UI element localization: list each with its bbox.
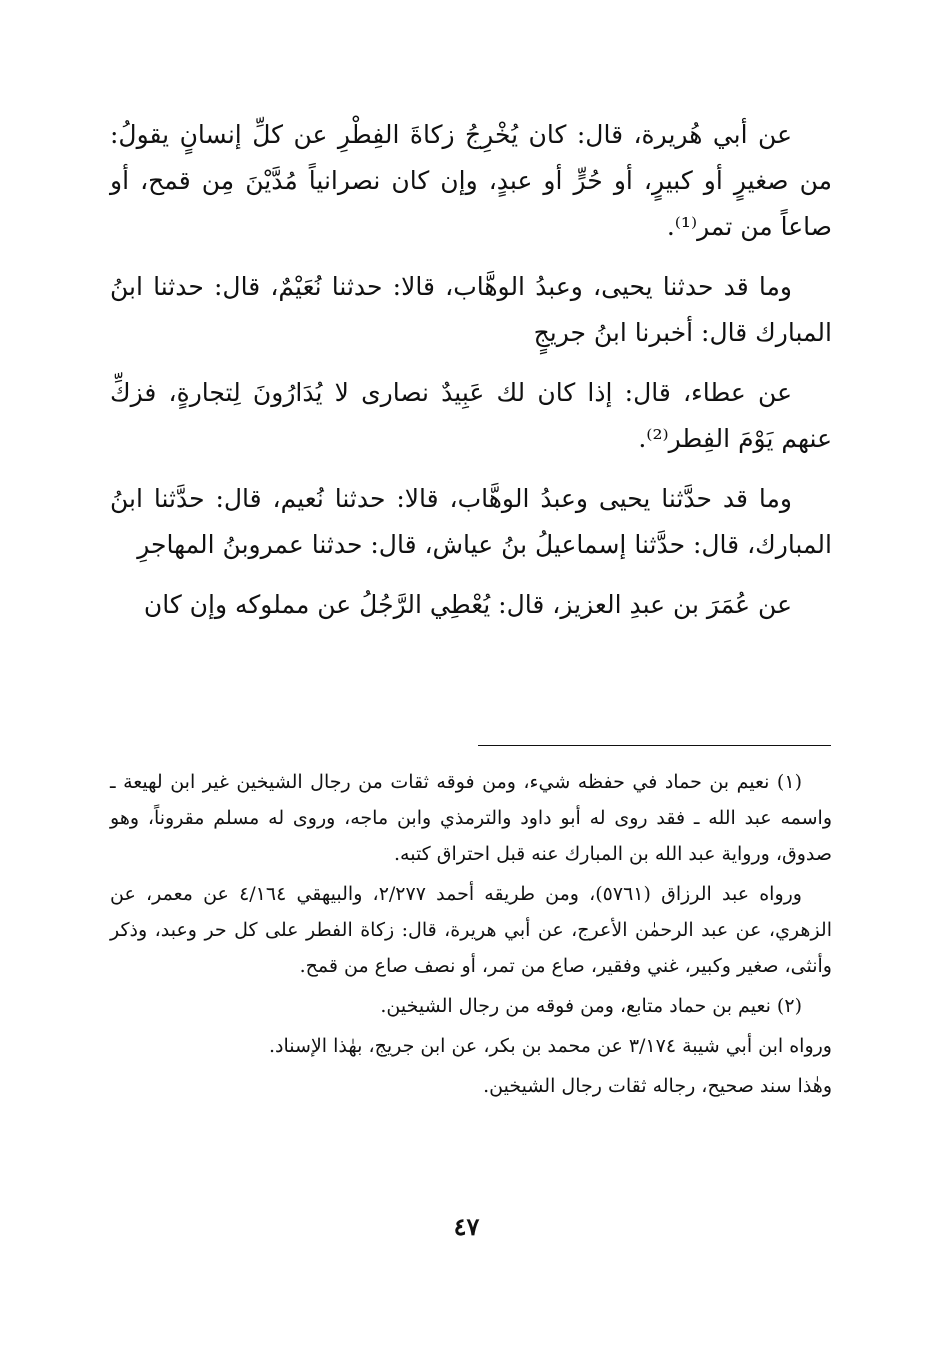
main-paragraph-4: وما قد حدَّثنا يحيى وعبدُ الوهَّاب، قالا: حدثنا نُعيم، قال: حدَّثنا ابنُ المبارك، قال: حدَّثنا إسماعيلُ بنُ عياش، قال: حدثنا عمروبنُ المهاجرِ [110, 484, 832, 559]
footnote-2-source: ورواه ابن أبي شيبة ٣/١٧٤ عن محمد بن بكر، عن ابن جريج، بهٰذا الإسناد. [269, 1035, 832, 1057]
main-paragraph-2: وما قد حدثنا يحيى، وعبدُ الوهَّاب، قالا: حدثنا نُعَيْمٌ، قال: حدثنا ابنُ المبارك قال: أخبرنا ابنُ جريجٍ [110, 272, 832, 347]
main-paragraph-1: عن أبي هُريرة، قال: كان يُخْرِجُ زكاةَ الفِطْرِ عن كلِّ إنسانٍ يقولُ: من صغيرٍ أو كبيرٍ، أو حُرٍّ أو عبدٍ، وإن كان نصرانياً مُدَّيْنَ مِن قمح، أو صاعاً من تمر⁽¹⁾. [110, 120, 832, 241]
footnote-2: (٢) نعيم بن حماد متابع، ومن فوقه من رجال الشيخين. [380, 995, 802, 1017]
footnote-1-continuation: ورواه عبد الرزاق (٥٧٦١)، ومن طريقه أحمد ٢/٢٧٧، والبيهقي ٤/١٦٤ عن معمر، عن الزهري، عن عبد الرحمٰن الأعرج، عن أبي هريرة، قال: زكاة الفطر على كل حر وعبد، وذكر وأنثى، صغير وكبير، غني وفقير، صاع من تمر، أو نصف صاع من قمح. [110, 883, 832, 977]
main-paragraph-5: عن عُمَرَ بن عبدِ العزيز، قال: يُعْطِي الرَّجُلُ عن مملوكه وإن كان [143, 590, 792, 619]
main-paragraph-3: عن عطاء، قال: إذا كان لك عَبِيدٌ نصارى لا يُدَارُونَ لِتجارةٍ، فزكِّ عنهم يَوْمَ الفِطر⁽²⁾. [110, 378, 832, 453]
footnote-divider [478, 745, 831, 746]
footnote-2-grading: وهٰذا سند صحيح، رجاله ثقات رجال الشيخين. [483, 1075, 832, 1097]
footnote-1: (١) نعيم بن حماد في حفظه شيء، ومن فوقه ثقات من رجال الشيخين غير ابن لهيعة ـ واسمه عبد الله ـ فقد روى له أبو داود والترمذي وابن ماجه، وروى له مسلم مقروناً، وهو صدوق، ورواية عبد الله بن المبارك عنه قبل احتراق كتبه. [110, 771, 832, 865]
footnotes-block [110, 764, 832, 1108]
main-text-block [110, 112, 832, 628]
page-number: ٤٧ [453, 1212, 480, 1241]
